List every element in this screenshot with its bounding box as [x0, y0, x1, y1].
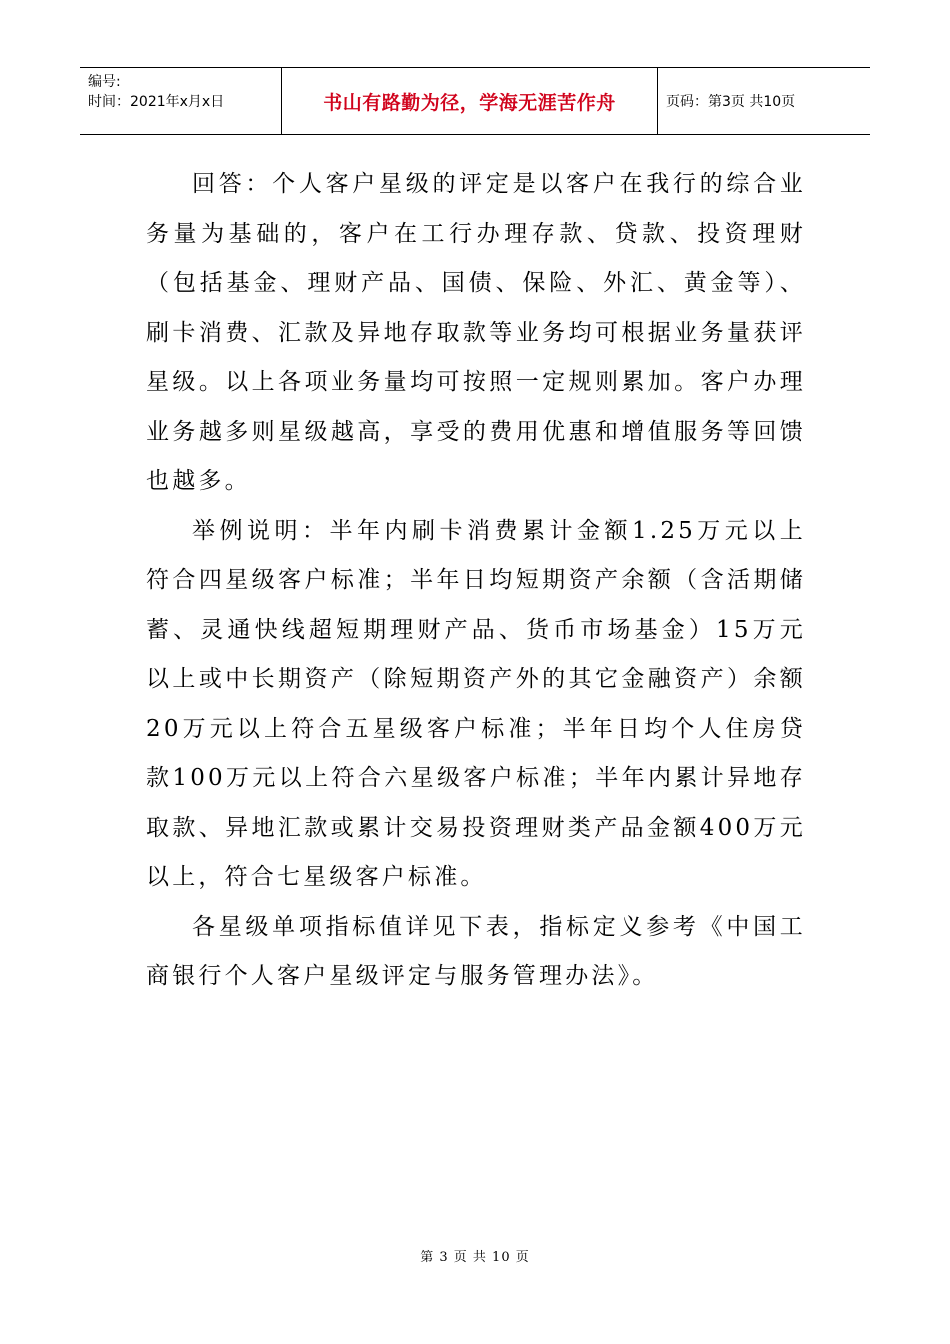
page-footer: 第 3 页 共 10 页 — [420, 1250, 530, 1265]
header-page-code: 页码：第3页 共10页 — [666, 94, 796, 110]
document-time: 时间：2021年x月x日 — [88, 94, 225, 110]
header-meta — [80, 68, 282, 134]
header-motto: 书山有路勤为径，学海无涯苦作舟 — [282, 68, 658, 134]
paragraph-reference: 各星级单项指标值详见下表，指标定义参考《中国工商银行个人客户星级评定与服务管理办法》。 — [146, 913, 806, 989]
document-number-label: 编号: — [88, 74, 121, 90]
paragraph-example: 举例说明：半年内刷卡消费累计金额1.25万元以上符合四星级客户标准；半年日均短期资产余额（含活期储蓄、灵通快线超短期理财产品、货币市场基金）15万元以上或中长期资产（除短期资产外的其它金融资产）余额20万元以上符合五星级客户标准；半年日均个人住房贷款100万元以上符合六星级客户标准；半年内累计异地存取款、异地汇款或累计交易投资理财类产品金额400万元以上，符合七星级客户标准。 — [146, 517, 806, 890]
document-body — [146, 160, 806, 1002]
paragraph-answer: 回答：个人客户星级的评定是以客户在我行的综合业务量为基础的，客户在工行办理存款、贷款、投资理财（包括基金、理财产品、国债、保险、外汇、黄金等）、刷卡消费、汇款及异地存取款等业务均可根据业务量获评星级。以上各项业务量均可按照一定规则累加。客户办理业务越多则星级越高，享受的费用优惠和增值服务等回馈也越多。 — [146, 171, 806, 494]
page-header — [80, 67, 870, 135]
